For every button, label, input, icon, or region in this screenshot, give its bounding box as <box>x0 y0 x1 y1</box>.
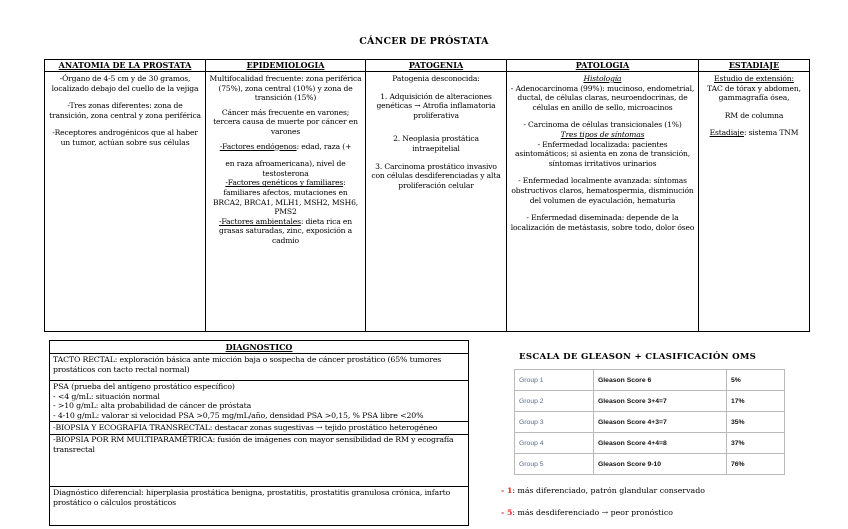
psa-title: PSA (prueba del antígeno prostático específico) <box>53 382 235 391</box>
diagnostico-header: DIAGNOSTICO <box>50 341 468 354</box>
factores-geneticos-label: -Factores genéticos y familiares <box>225 178 344 188</box>
diagnostico-row-psa <box>50 381 468 487</box>
diagnostico-row-tacto: TACTO RECTAL: exploración básica ante micción baja o sospecha de cáncer prostático (65% tumores prostáticos con tacto rectal normal) <box>50 354 468 381</box>
psa-line-3: - 4-10 g/mL: valorar si velocidad PSA >0,75 mg/mL/año, densidad PSA >0,15, % PSA libre <20% <box>50 411 468 423</box>
patologia-text-2: - Carcinoma de células transicionales (1%) <box>523 120 682 130</box>
gleason-score-cell: Gleason Score 4+3=7 <box>594 412 727 433</box>
epidemiologia-text-1: Multifocalidad frecuente: zona periférica (75%), zona central (10%) y zona de transición (15%) <box>209 74 362 103</box>
gleason-percent-cell: 17% <box>727 391 785 412</box>
column-body-patologia <box>507 72 698 234</box>
column-body-epidemiologia <box>206 72 365 248</box>
estadiaje-text-2: TAC de tórax y abdomen, gammagrafía ósea, <box>707 83 801 103</box>
gleason-group-cell: Group 2 <box>515 391 594 412</box>
gleason-score-cell: Gleason Score 9-10 <box>594 454 727 475</box>
gleason-row <box>515 412 785 433</box>
patogenia-step-1: 1. Adquisición de alteraciones genéticas → Atrofia inflamatoria proliferativa <box>376 91 496 120</box>
gleason-percent-cell: 5% <box>727 370 785 391</box>
column-body-anatomia <box>45 72 205 150</box>
sintomas-subtitle: Tres tipos de síntomas <box>560 129 645 139</box>
column-patologia <box>507 60 699 331</box>
anatomia-text-2: -Tres zonas diferentes: zona de transición, zona central y zona periférica <box>49 101 201 120</box>
summary-table <box>44 59 810 332</box>
patogenia-intro: Patogenia desconocida: <box>392 74 480 83</box>
gleason-group-cell: Group 4 <box>515 433 594 454</box>
psa-line-1: - <4 g/mL: situación normal <box>53 391 160 401</box>
column-header-estadiaje: ESTADIAJE <box>699 60 809 72</box>
patogenia-step-2: 2. Neoplasia prostática intraepitelial <box>393 134 479 153</box>
gleason-row <box>515 370 785 391</box>
diagnostico-row-diferencial: Diagnóstico diferencial: hiperplasia prostática benigna, prostatitis, prostatitis granulosa crónica, infarto prostático o cálculos prostáticos <box>53 488 451 507</box>
gleason-row <box>515 433 785 454</box>
note-1-number: 1 <box>506 486 513 495</box>
histologia-subtitle: Histología <box>583 74 622 83</box>
psa-line-2: - >10 g/mL: alta probabilidad de cáncer de próstata <box>53 401 252 411</box>
factores-endogenos-text: : edad, raza (+ <box>296 141 352 151</box>
gleason-table <box>514 369 785 475</box>
page-title: CÁNCER DE PRÓSTATA <box>359 36 489 47</box>
gleason-row <box>515 391 785 412</box>
patologia-text-5: - Enfermedad diseminada: depende de la localización de metástasis, sobre todo, dolor óseo <box>510 213 695 232</box>
note-2-marker: - <box>501 508 507 517</box>
factores-endogenos-label: -Factores endógenos <box>219 141 297 151</box>
diagnostico-table <box>49 340 469 526</box>
gleason-score-cell: Gleason Score 3+4=7 <box>594 391 727 412</box>
note-2-number: 5 <box>506 508 513 517</box>
note-1-text: : más diferenciado, patrón glandular conservado <box>512 486 705 495</box>
factores-ambientales-text: : dieta rica en grasas saturadas, zinc, exposición a cadmio <box>218 216 352 245</box>
gleason-row <box>515 454 785 475</box>
anatomia-text-1: -Órgano de 4-5 cm y de 30 gramos, localizado debajo del cuello de la vejiga <box>51 74 199 93</box>
gleason-percent-cell: 76% <box>727 454 785 475</box>
factores-geneticos <box>209 178 362 216</box>
gleason-score-cell: Gleason Score 4+4=8 <box>594 433 727 454</box>
column-anatomia <box>45 60 206 331</box>
note-1-marker: - <box>501 486 507 495</box>
gleason-note-2 <box>501 508 673 517</box>
gleason-percent-cell: 35% <box>727 412 785 433</box>
gleason-table-body <box>515 370 785 475</box>
column-body-estadiaje <box>699 72 809 140</box>
gleason-note-1 <box>501 486 705 495</box>
gleason-score-cell: Gleason Score 6 <box>594 370 727 391</box>
column-header-patologia: PATOLOGIA <box>507 60 698 72</box>
biopsia-ecografia: -BIOPSIA Y ECOGRAFIA TRANSRECTAL: destacar zonas sugestivas → tejido prostático heterogéneo <box>50 422 468 435</box>
gleason-group-cell: Group 1 <box>515 370 594 391</box>
column-header-anatomia: ANATOMIA DE LA PROSTATA <box>45 60 205 72</box>
patogenia-step-3: 3. Carcinoma prostático invasivo con células desdiferenciadas y alta proliferación celular <box>371 161 501 190</box>
column-header-patogenia: PATOGENIA <box>366 60 506 72</box>
factores-ambientales <box>209 217 362 246</box>
patologia-text-4: - Enfermedad localmente avanzada: síntomas obstructivos claros, hematospermia, disminución del volumen de eyaculación, hematuria <box>511 176 694 205</box>
estadiaje-label: Estadiaje <box>709 128 744 138</box>
gleason-percent-cell: 37% <box>727 433 785 454</box>
estadiaje-sistema <box>702 128 806 138</box>
column-body-patogenia <box>366 72 506 192</box>
gleason-group-cell: Group 3 <box>515 412 594 433</box>
column-epidemiologia <box>206 60 366 331</box>
column-header-epidemiologia: EPIDEMIOLOGIA <box>206 60 365 72</box>
patologia-text-1: - Adenocarcinoma (99%): mucinoso, endometrial, ductal, de células claras, neuroendocrinas, de células en anillo de sello, microacinos <box>510 83 695 112</box>
gleason-title: ESCALA DE GLEASON + CLASIFICACIÓN OMS <box>519 352 757 362</box>
estadiaje-text-3: RM de columna <box>724 110 784 120</box>
estadiaje-text-1: Estudio de extensión: <box>714 74 794 83</box>
factores-ambientales-label: -Factores ambientales <box>219 216 301 226</box>
factores-geneticos-text: : familiares afectos, mutaciones en BRCA2, BRCA1, MLH1, MSH2, MSH6, PMS2 <box>212 178 359 217</box>
epidemiologia-text-2: Cáncer más frecuente en varones; tercera causa de muerte por cáncer en varones <box>213 107 358 136</box>
factores-endogenos <box>209 142 362 152</box>
note-2-text: : más desdiferenciado → peor pronóstico <box>512 508 673 517</box>
estadiaje-text-4: : sistema TNM <box>743 128 799 138</box>
factores-endogenos-continuation: en raza afroamericana), nivel de testosterona <box>225 159 346 178</box>
column-patogenia <box>366 60 507 331</box>
anatomia-text-3: -Receptores androgénicos que al haber un tumor, actúan sobre sus células <box>52 128 198 147</box>
column-estadiaje <box>699 60 809 331</box>
patologia-text-3: - Enfermedad localizada: pacientes asintomáticos; si asienta en zona de transición, síntomas irritativos urinarios <box>515 139 690 168</box>
gleason-group-cell: Group 5 <box>515 454 594 475</box>
biopsia-rm: -BIOPSIA POR RM MULTIPARAMÉTRICA: fusión de imágenes con mayor sensibilidad de RM y ecografía transrectal <box>53 434 454 454</box>
